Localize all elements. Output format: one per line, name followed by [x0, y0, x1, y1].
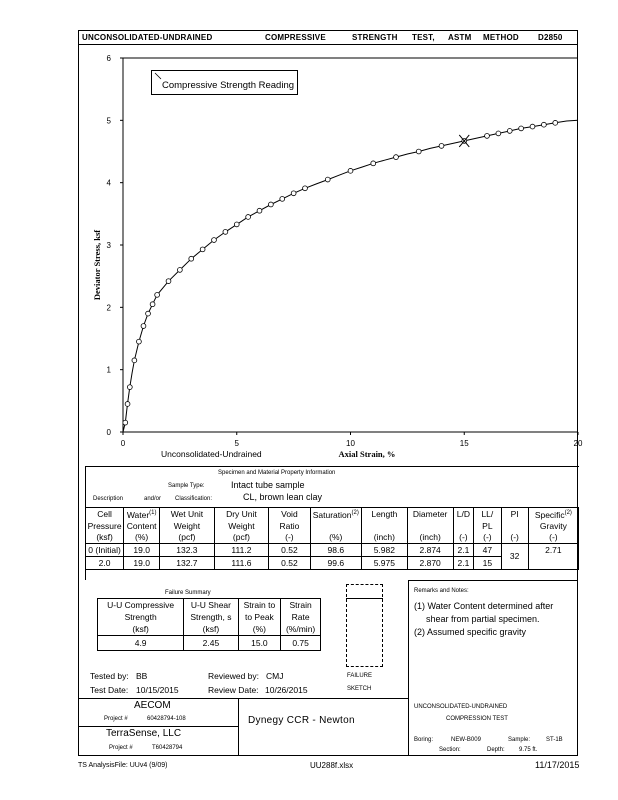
failure-column-header: U-U Compressive: [98, 599, 184, 612]
failure-column-header: (ksf): [98, 623, 184, 636]
data-point: [371, 161, 376, 166]
data-point: [541, 122, 546, 127]
x-tick-label: 0: [120, 439, 126, 448]
section-label: Section:: [439, 747, 461, 753]
column-header: L/D: [453, 508, 474, 521]
header-row: [86, 521, 579, 532]
column-header: (-): [528, 532, 578, 544]
column-header: (ksf): [86, 532, 124, 544]
chart-caption: Unconsolidated-Undrained: [161, 449, 262, 459]
data-point: [496, 131, 501, 136]
y-tick-label: 5: [106, 116, 111, 126]
column-header: (inch): [407, 532, 453, 544]
data-point: [519, 126, 524, 131]
column-header: [310, 521, 361, 532]
column-header: (-): [453, 532, 474, 544]
footnote-marker: (2): [564, 510, 572, 516]
review-date-label: Review Date:: [208, 685, 259, 695]
titleblock-divider: [238, 698, 239, 756]
y-tick-label: 1: [106, 365, 111, 375]
y-axis-label: Deviator Stress, ksf: [92, 229, 102, 301]
failure-column-header: Strain to: [238, 599, 281, 612]
data-point: [123, 420, 128, 425]
data-point: [553, 120, 558, 125]
reviewed-by-label: Reviewed by:: [208, 671, 260, 681]
footer-date: 11/17/2015: [535, 760, 580, 770]
specimen-section-title: Specimen and Material Property Information: [218, 470, 336, 476]
data-point: [530, 124, 535, 129]
header-title-6: METHOD: [483, 33, 519, 42]
x-tick-label: 20: [573, 439, 583, 448]
column-header: Specific$^{(2)}$: [528, 508, 578, 521]
review-date-value: 10/26/2015: [265, 685, 308, 695]
column-header: Weight: [160, 521, 215, 532]
data-point: [137, 339, 142, 344]
column-header: Diameter: [407, 508, 453, 521]
y-tick-label: 6: [106, 54, 111, 63]
data-point: [212, 238, 217, 243]
data-point: [127, 385, 132, 390]
table-cell: 2.71: [528, 543, 578, 569]
stress-strain-chart: [78, 44, 583, 464]
reviewed-by-value: CMJ: [266, 671, 284, 681]
y-tick-label: 2: [106, 303, 111, 313]
specimen-top-border: [85, 466, 579, 467]
table-cell: 99.6: [310, 556, 361, 569]
failure-column-header: (%): [238, 623, 281, 636]
data-point: [291, 191, 296, 196]
header-title-7: D2850: [538, 33, 563, 42]
column-header: [407, 521, 453, 532]
data-point: [200, 247, 205, 252]
titleblock-mid-border: [78, 726, 238, 727]
failure-column-header: Strength, s: [184, 611, 238, 623]
failure-header-row: [98, 611, 321, 623]
footnote-marker: (1): [149, 510, 157, 516]
data-point: [303, 186, 308, 191]
y-tick-label: 3: [106, 241, 111, 250]
data-point: [125, 402, 130, 407]
data-point: [223, 230, 228, 235]
failure-column-header: Strength: [98, 611, 184, 623]
column-header: (inch): [361, 532, 407, 544]
classification-label: Classification:: [175, 496, 213, 502]
depth-value: 9.75 ft.: [519, 747, 538, 753]
table-cell: 111.6: [214, 556, 269, 569]
column-header: (-): [474, 532, 501, 544]
data-point: [507, 129, 512, 134]
column-header: Length: [361, 508, 407, 521]
remarks-line-3: (2) Assumed specific gravity: [414, 627, 527, 637]
project1-label: Project #: [104, 716, 128, 722]
failure-value: 0.75: [281, 636, 321, 651]
column-header: [453, 521, 474, 532]
data-point: [246, 215, 251, 220]
header-row: [86, 508, 579, 521]
table-cell: 0.52: [269, 543, 310, 556]
table-cell: 2.1: [453, 556, 474, 569]
column-header: Ratio: [269, 521, 310, 532]
y-tick-label: 0: [106, 428, 111, 437]
depth-label: Depth:: [487, 747, 505, 753]
project2-value: T60428794: [152, 745, 183, 751]
column-header: Wet Unit: [160, 508, 215, 521]
table-cell: 132.7: [160, 556, 215, 569]
tested-by-value: BB: [136, 671, 148, 681]
table-cell: 132.3: [160, 543, 215, 556]
boring-label: Boring:: [414, 737, 434, 743]
sample-type-value: Intact tube sample: [231, 480, 305, 490]
header-title-4: TEST,: [412, 33, 435, 42]
header-row: [86, 532, 579, 544]
tested-by-label: Tested by:: [90, 671, 129, 681]
remarks-title: Remarks and Notes:: [414, 588, 469, 594]
failure-summary-title: Failure Summary: [165, 590, 211, 596]
data-point: [268, 202, 273, 207]
header-title-3: STRENGTH: [352, 33, 398, 42]
client-project-name: Dynegy CCR - Newton: [248, 715, 355, 726]
table-cell: 32: [501, 543, 528, 569]
data-point: [234, 222, 239, 227]
legend-label: Compressive Strength Reading: [162, 80, 295, 91]
failure-sketch-label-1: FAILURE: [347, 673, 373, 679]
column-header: Weight: [214, 521, 269, 532]
column-header: LL/: [474, 508, 501, 521]
data-point: [177, 268, 182, 273]
column-header: Void: [269, 508, 310, 521]
x-tick-label: 10: [346, 439, 355, 448]
y-tick-label: 4: [106, 178, 111, 188]
failure-column-header: to Peak: [238, 611, 281, 623]
column-header: [361, 521, 407, 532]
data-point: [485, 134, 490, 139]
project1-value: 60428794-108: [147, 716, 186, 722]
data-point: [325, 177, 330, 182]
footer-analysis-file: TS AnalysisFile: UUv4 (9/09): [78, 762, 168, 769]
test-date-label: Test Date:: [90, 685, 129, 695]
column-header: (-): [501, 532, 528, 544]
specimen-property-table: [85, 507, 579, 570]
table-cell: 111.2: [214, 543, 269, 556]
data-point: [348, 168, 353, 173]
table-cell: 98.6: [310, 543, 361, 556]
column-header: [501, 521, 528, 532]
column-header: Pressure: [86, 521, 124, 532]
failure-value: 2.45: [184, 636, 238, 651]
column-header: (%): [310, 532, 361, 544]
failure-sketch-line: [346, 598, 383, 599]
remarks-line-1: (1) Water Content determined after: [414, 601, 554, 611]
failure-column-header: U-U Shear: [184, 599, 238, 612]
failure-column-header: Rate: [281, 611, 321, 623]
failure-value: 4.9: [98, 636, 184, 651]
sample-label: Sample:: [508, 737, 531, 743]
failure-sketch-label-2: SKETCH: [347, 686, 372, 692]
x-tick-label: 5: [234, 439, 239, 448]
header-title-1: UNCONSOLIDATED-UNDRAINED: [82, 33, 213, 42]
column-header: (%): [124, 532, 160, 544]
data-point: [280, 196, 285, 201]
failure-column-header: (%/min): [281, 623, 321, 636]
legend-box: [151, 70, 298, 95]
andor-label: and/or: [144, 496, 162, 502]
table-row: [86, 543, 579, 556]
footer-filename: UU288f.xlsx: [310, 761, 354, 770]
data-point: [439, 143, 444, 148]
table-cell: 5.982: [361, 543, 407, 556]
data-point: [141, 324, 146, 329]
data-point: [146, 311, 151, 316]
column-header: (-): [269, 532, 310, 544]
boring-value: NEW-B009: [451, 737, 481, 743]
x-axis-label: Axial Strain, %: [338, 449, 396, 459]
table-cell: 0.52: [269, 556, 310, 569]
footnote-marker: (2): [351, 510, 359, 516]
sample-value: ST-1B: [546, 737, 563, 743]
failure-header-row: [98, 623, 321, 636]
failure-header-row: [98, 599, 321, 612]
failure-sketch-box: [346, 584, 383, 667]
titleblock-top-border: [78, 698, 408, 699]
data-point: [150, 302, 155, 307]
column-header: Saturation$^{(2)}$: [310, 508, 361, 521]
column-header: Water$^{(1)}$: [124, 508, 160, 521]
column-header: Cell: [86, 508, 124, 521]
remarks-top-border: [408, 580, 578, 581]
column-header: PL: [474, 521, 501, 532]
data-point: [257, 208, 262, 213]
table-cell: 2.0: [86, 556, 124, 569]
table-cell: 19.0: [124, 556, 160, 569]
table-cell: 2.874: [407, 543, 453, 556]
column-header: Dry Unit: [214, 508, 269, 521]
column-header: PI: [501, 508, 528, 521]
company-terrasense: TerraSense, LLC: [106, 728, 182, 739]
column-header: (pcf): [160, 532, 215, 544]
data-point: [155, 292, 160, 297]
header-title-2: COMPRESSIVE: [265, 33, 326, 42]
data-point: [189, 256, 194, 261]
header-title-5: ASTM: [448, 33, 472, 42]
test-date-value: 10/15/2015: [136, 685, 179, 695]
failure-value: 15.0: [238, 636, 281, 651]
data-point: [416, 149, 421, 154]
table-cell: 15: [474, 556, 501, 569]
failure-column-header: Strain: [281, 599, 321, 612]
description-label: Description: [93, 496, 124, 502]
table-cell: 2.1: [453, 543, 474, 556]
data-point: [166, 279, 171, 284]
stress-strain-curve: [123, 120, 578, 432]
column-header: Gravity: [528, 521, 578, 532]
table-cell: 2.870: [407, 556, 453, 569]
table-cell: 19.0: [124, 543, 160, 556]
test-name-2: COMPRESSION TEST: [446, 716, 508, 722]
classification-value: CL, brown lean clay: [243, 492, 323, 502]
test-name-1: UNCONSOLIDATED-UNDRAINED: [414, 704, 508, 710]
x-tick-label: 15: [459, 439, 469, 448]
failure-summary-table: [97, 598, 321, 651]
company-aecom: AECOM: [134, 700, 171, 711]
table-cell: 47: [474, 543, 501, 556]
failure-values-row: [98, 636, 321, 651]
table-cell: 0 (Initial): [86, 543, 124, 556]
data-point: [132, 358, 137, 363]
column-header: (pcf): [214, 532, 269, 544]
failure-column-header: (ksf): [184, 623, 238, 636]
sample-type-label: Sample Type:: [168, 483, 205, 489]
project2-label: Project #: [109, 745, 133, 751]
table-cell: 5.975: [361, 556, 407, 569]
data-point: [394, 155, 399, 160]
remarks-left-border: [408, 580, 409, 756]
column-header: Content: [124, 521, 160, 532]
remarks-line-2: shear from partial specimen.: [426, 614, 540, 624]
